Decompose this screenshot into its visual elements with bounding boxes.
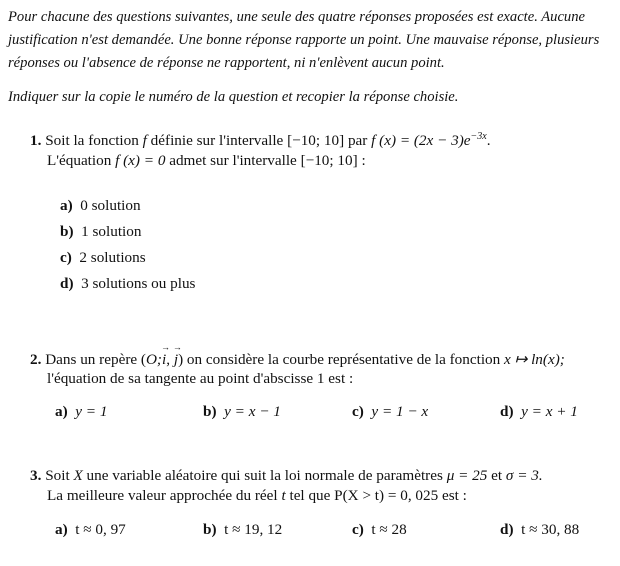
answer-1b[interactable] xyxy=(60,223,141,241)
math-t: t xyxy=(281,487,286,504)
math-variable-x: X xyxy=(73,467,83,484)
text: Dans un repère ( xyxy=(45,351,146,368)
answer-text: 1 solution xyxy=(81,223,142,240)
answer-2d[interactable] xyxy=(500,403,578,421)
question-2-line-1 xyxy=(30,350,565,369)
answer-text: y = x + 1 xyxy=(521,403,578,420)
vector-i: → i xyxy=(162,351,166,369)
answer-1a[interactable] xyxy=(60,197,141,215)
math-equation: f (x) = 0 xyxy=(115,152,166,169)
answer-text: 3 solutions ou plus xyxy=(81,275,196,292)
math-probability: P(X > t) = 0, 025 xyxy=(334,487,439,504)
answer-2a[interactable] xyxy=(55,403,107,421)
answer-text: t ≈ 30, 88 xyxy=(521,521,580,538)
text: et xyxy=(487,467,506,484)
text: , xyxy=(166,351,174,368)
answer-text: y = 1 xyxy=(75,403,108,420)
vector-j: → j xyxy=(174,351,178,369)
answer-label: c) xyxy=(60,249,72,266)
text: l'équation de sa tangente au point d'abscisse 1 est : xyxy=(47,370,354,387)
text: L'équation xyxy=(47,152,116,169)
math-sigma: σ = 3. xyxy=(505,467,543,484)
text: admet sur l'intervalle [−10; 10] : xyxy=(165,152,366,169)
answer-text: t ≈ 19, 12 xyxy=(224,521,283,538)
answer-text: 2 solutions xyxy=(79,249,146,266)
question-2-line-2 xyxy=(47,370,353,388)
question-1-line-2 xyxy=(47,152,366,170)
answer-3c[interactable] xyxy=(352,521,407,539)
answer-label: b) xyxy=(203,403,217,420)
answer-label: b) xyxy=(60,223,74,240)
answer-label: a) xyxy=(55,403,68,420)
answer-label: a) xyxy=(60,197,73,214)
math-function-definition: f (x) = (2x − 3)e xyxy=(371,132,471,149)
text: Soit xyxy=(45,467,74,484)
answer-label: d) xyxy=(60,275,74,292)
instructions-directive: Indiquer sur la copie le numéro de la question et recopier la réponse choisie. xyxy=(8,89,459,105)
answer-label: d) xyxy=(500,403,514,420)
answer-label: b) xyxy=(203,521,217,538)
answer-3a[interactable] xyxy=(55,521,126,539)
answer-3d[interactable] xyxy=(500,521,579,539)
text: définie sur l'intervalle [−10; 10] par xyxy=(146,132,372,149)
answer-text: t ≈ 0, 97 xyxy=(75,521,126,538)
question-3-line-2 xyxy=(47,487,467,505)
math-exponent: −3x xyxy=(470,131,487,142)
math-f: f xyxy=(142,132,147,149)
text: Soit la fonction xyxy=(45,132,143,149)
math-origin: O; xyxy=(145,351,162,368)
question-3-line-1 xyxy=(30,467,543,485)
answer-text: y = 1 − x xyxy=(371,403,429,420)
question-number: 3. xyxy=(30,467,42,484)
answer-text: 0 solution xyxy=(80,197,141,214)
text: . xyxy=(486,132,491,149)
text: tel que xyxy=(285,487,335,504)
instructions-paragraph: Pour chacune des questions suivantes, une seule des quatre réponses proposées est exacte. Aucune justification n'est demandée. Une bonne réponse rapporte un point. Une mauvaise réponse, plusieurs réponses ou l'absence de réponse ne rapportent, ni n'enlèvent aucun point. xyxy=(8,9,600,71)
answer-label: a) xyxy=(55,521,68,538)
answer-3b[interactable] xyxy=(203,521,282,539)
answer-2c[interactable] xyxy=(352,403,428,421)
math-mu: μ = 25 xyxy=(446,467,488,484)
text: La meilleure valeur approchée du réel xyxy=(47,487,282,504)
question-number: 2. xyxy=(30,351,42,368)
question-number: 1. xyxy=(30,132,42,149)
question-1-line-1 xyxy=(30,132,490,150)
text: est : xyxy=(438,487,467,504)
answer-1d[interactable] xyxy=(60,275,195,293)
text: une variable aléatoire qui suit la loi normale de paramètres xyxy=(82,467,447,484)
text: ) on considère la courbe représentative de la fonction xyxy=(178,351,505,368)
answer-label: d) xyxy=(500,521,514,538)
answer-text: t ≈ 28 xyxy=(371,521,407,538)
answer-text: y = x − 1 xyxy=(224,403,281,420)
answer-1c[interactable] xyxy=(60,249,146,267)
answer-2b[interactable] xyxy=(203,403,281,421)
answer-label: c) xyxy=(352,403,364,420)
math-function-map: x ↦ ln(x); xyxy=(504,351,565,368)
answer-label: c) xyxy=(352,521,364,538)
